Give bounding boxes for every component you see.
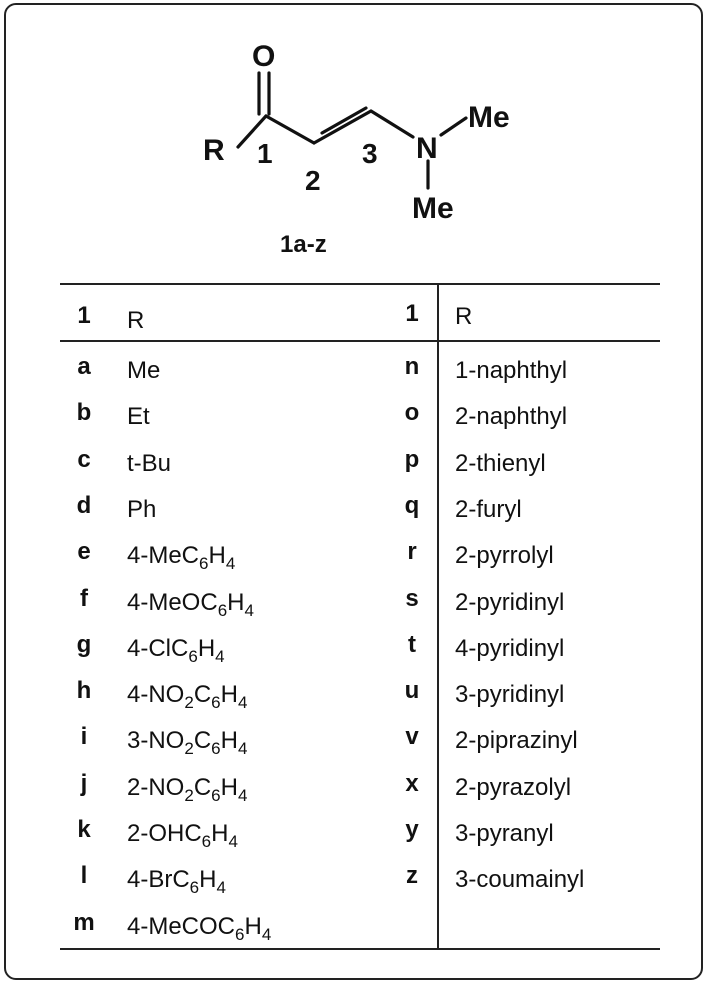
compound-id-z: z <box>406 862 418 890</box>
r-substituent-f: $4-MeOC_6H_4$ <box>127 588 254 620</box>
bond-c2-c3-inner <box>322 108 366 133</box>
r-substituent-o: 2-naphthyl <box>455 403 568 431</box>
nitrogen-atom: N <box>416 132 438 165</box>
compound-id-m: m <box>73 908 95 936</box>
compound-id-h: h <box>76 677 92 705</box>
compound-id-q: q <box>404 491 420 519</box>
table-header-rule <box>60 340 660 342</box>
compound-id-e: e <box>77 538 91 566</box>
r-substituent-k: $2-OHC_6H_4$ <box>127 820 238 851</box>
r-substituent-v: 2-piprazinyl <box>455 727 578 755</box>
compound-id-k: k <box>77 816 91 843</box>
header-r-left: R <box>127 307 145 334</box>
r-substituent-j: $2-NO_2C_6H_4$ <box>127 773 248 805</box>
r-substituent-r: 2-pyrrolyl <box>455 542 554 570</box>
r-substituent-c: t-Bu <box>127 449 172 477</box>
r-substituent-t: 4-pyridinyl <box>455 634 565 662</box>
compound-id-y: y <box>405 816 419 843</box>
bond-c3-n <box>371 111 413 137</box>
r-substituent-e: $4-MeC_6H_4$ <box>127 542 236 574</box>
compound-id-r: r <box>407 538 417 566</box>
header-id-left: 1 <box>77 302 91 329</box>
r-substituent-i: $3-NO_2C_6H_4$ <box>127 727 248 759</box>
r-substituent-p: 2-thienyl <box>455 449 546 477</box>
compound-id-u: u <box>404 677 420 705</box>
compound-id-l: l <box>80 862 88 890</box>
table-bottom-rule <box>60 948 660 950</box>
position-1: 1 <box>257 138 273 169</box>
methyl-top: Me <box>468 101 510 134</box>
position-2: 2 <box>305 165 321 196</box>
bond-c1-c2 <box>266 116 314 143</box>
bond-n-me-top <box>441 118 466 135</box>
compound-id-x: x <box>405 769 419 797</box>
compound-id-s: s <box>405 584 419 612</box>
table-top-rule <box>60 283 660 285</box>
r-substituent-q: 2-furyl <box>455 495 522 523</box>
r-substituent-d: Ph <box>127 495 157 523</box>
compound-id-a: a <box>77 353 91 380</box>
compound-id-p: p <box>404 445 420 473</box>
compound-id-i: i <box>80 723 88 751</box>
r-substituent-l: $4-BrC_6H_4$ <box>127 866 226 898</box>
compound-id-f: f <box>80 584 88 612</box>
r-substituent-m: $4-MeCOC_6H_4$ <box>127 912 272 944</box>
compound-id-o: o <box>404 399 420 427</box>
r-substituent-y: 3-pyranyl <box>455 820 554 847</box>
r-substituent-n: 1-naphthyl <box>455 357 568 384</box>
r-substituent-h: $4-NO_2C_6H_4$ <box>127 681 248 713</box>
compound-id-n: n <box>404 353 420 380</box>
table-column-divider <box>437 284 439 948</box>
oxygen-atom: O <box>252 40 276 73</box>
r-substituent-u: 3-pyridinyl <box>455 681 565 709</box>
compound-id-v: v <box>405 723 419 751</box>
r-substituent-z: 3-coumainyl <box>455 866 585 894</box>
compound-id-d: d <box>76 491 92 519</box>
position-3: 3 <box>362 138 378 169</box>
compound-label: 1a-z <box>280 231 327 258</box>
compound-id-c: c <box>77 445 91 473</box>
methyl-bottom: Me <box>412 192 454 225</box>
compound-id-j: j <box>80 769 88 797</box>
header-r-right: R <box>455 303 473 330</box>
r-substituent-s: 2-pyridinyl <box>455 588 565 616</box>
header-id-right: 1 <box>405 300 419 327</box>
enaminone-structure <box>0 0 709 280</box>
r-substituent-x: 2-pyrazolyl <box>455 773 572 801</box>
r-group-atom: R <box>203 134 225 167</box>
r-substituent-a: Me <box>127 357 161 384</box>
compound-id-b: b <box>76 399 92 427</box>
r-substituent-b: Et <box>127 403 150 431</box>
r-substituent-g: $4-ClC_6H_4$ <box>127 634 225 666</box>
compound-id-t: t <box>408 630 416 658</box>
compound-id-g: g <box>76 630 92 658</box>
